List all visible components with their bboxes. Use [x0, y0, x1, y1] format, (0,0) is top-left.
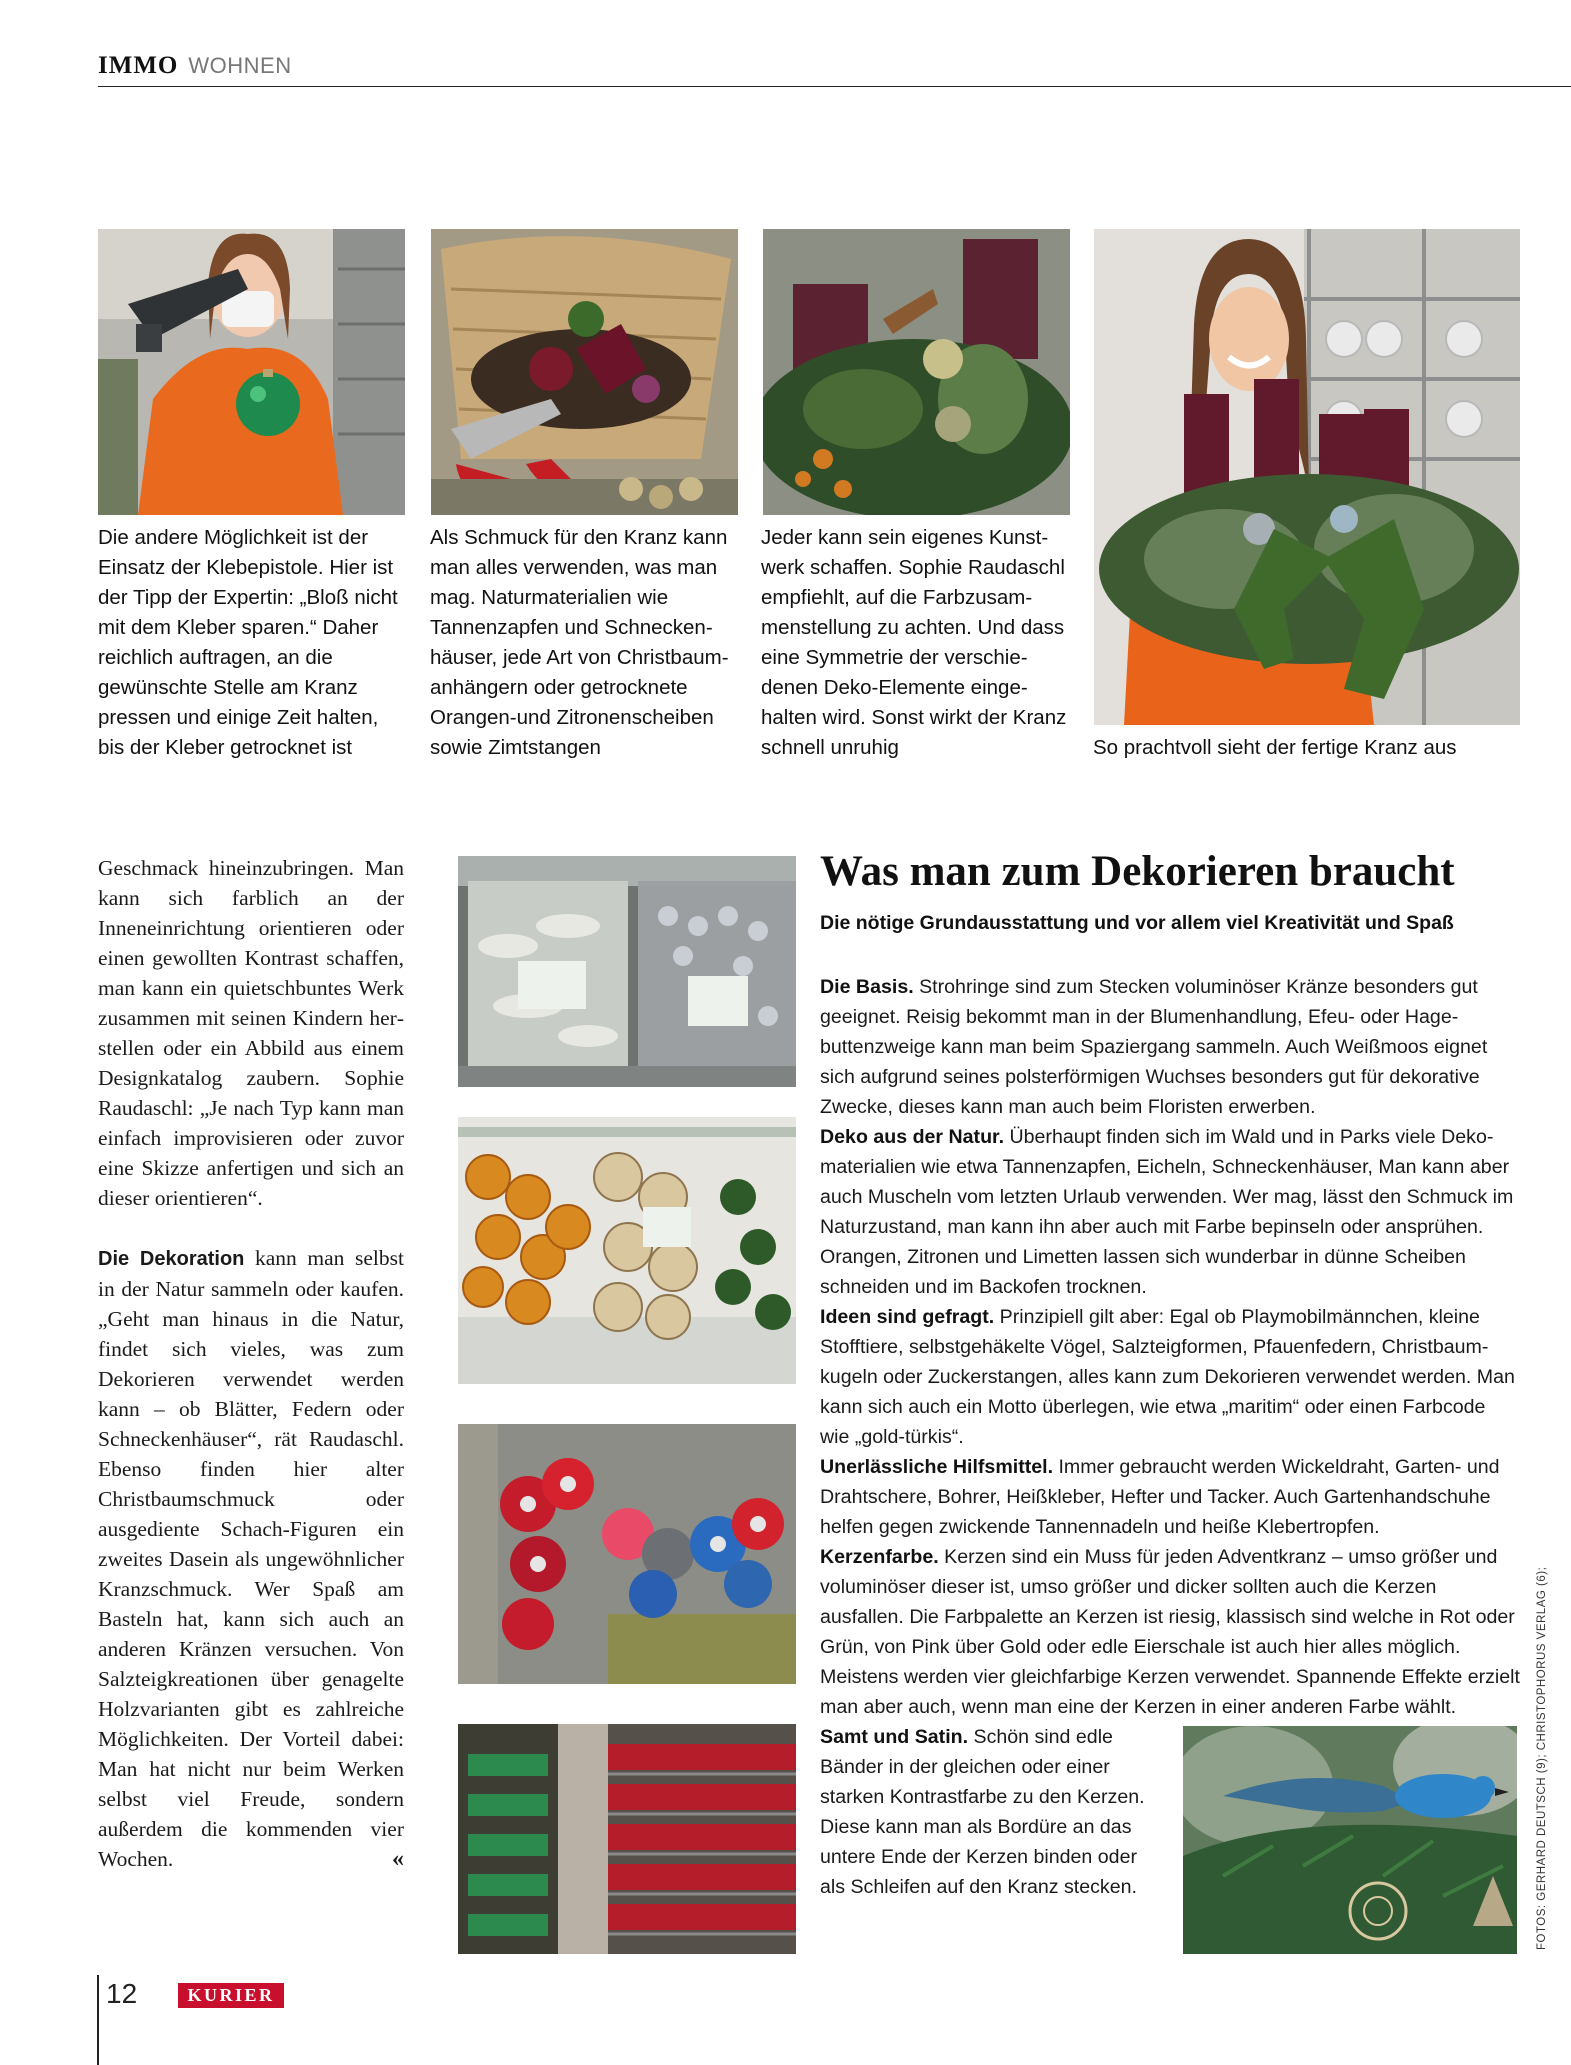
caption-finished-wreath: So prachtvoll sieht der fertige Kranz aus [1093, 736, 1457, 759]
box-section-lead: Unerlässliche Hilfsmittel. [820, 1456, 1054, 1478]
box-section-lead: Die Basis. [820, 976, 914, 998]
section-label: IMMO [98, 52, 179, 79]
box-title: Was man zum Dekorieren braucht [820, 848, 1455, 895]
photo-bird-ornament [1183, 1726, 1517, 1954]
box-section-lead: Kerzenfarbe. [820, 1546, 939, 1568]
photo-wreath-detail [763, 229, 1070, 515]
footer-rule [97, 1975, 99, 2065]
caption-wreath-detail: Jeder kann sein eigenes Kunstwerk schaffen. Sophie Raudaschl empfiehlt, auf die Farbzusammenstellung zu achten. Und dass eine Symmetrie der verschiedenen Deko-Elemente eingehalten wird. Sonst wirkt der Kranz schnell unruhig [761, 526, 1067, 759]
box-section-lead: Deko aus der Natur. [820, 1126, 1005, 1148]
box-section-text: Prinzipiell gilt aber: Egal ob Playmobilmännchen, kleine Stofftiere, selbstgehäkelte Vögel, Salzteigformen, Pfauenfedern, Christbaumkugeln oder Zuckerstangen, alles kann zum Dekorieren verwendet werden. Man kann sich auch ein Motto überlegen, wie etwa „maritim“ oder einen Farbcode wie „gold-türkis“. [820, 1306, 1515, 1448]
box-section [820, 972, 1520, 1122]
body-paragraph: Geschmack hineinzubringen. Man kann sich farblich an der Inneneinrichtung orientieren oder einen gewollten Kontrast schaffen, man kann ein quietschbuntes Werk zusammen mit seinen Kindern herstellen oder ein Abbild aus einem Designkatalog zaubern. Sophie Raudaschl: „Je nach Typ kann man einfach improvisieren oder zuvor eine Skizze anfertigen und sich an dieser orientieren“. [98, 856, 404, 1210]
box-section-text: Schön sind edle Bänder in der gleichen oder einer starken Kontrastfarbe zu den Kerzen. Diese kann man als Bordüre an das untere Ende der Kerzen binden oder als Schleifen auf den Kranz stecken. [820, 1726, 1145, 1898]
box-section-lead: Samt und Satin. [820, 1726, 969, 1748]
end-mark: « [392, 1846, 404, 1872]
photo-dried-fruit-slices [458, 1117, 796, 1384]
box-section-lead: Ideen sind gefragt. [820, 1306, 995, 1328]
box-subtitle: Die nötige Grundausstattung und vor allem viel Kreativität und Spaß [820, 912, 1454, 934]
photo-credit: FOTOS: GERHARD DEUTSCH (9); CHRISTOPHORUS VERLAG (6); [1536, 1566, 1548, 1950]
photo-ribbon-spools [458, 1424, 796, 1684]
box-section [820, 1542, 1520, 1722]
box-section-text: Strohringe sind zum Stecken voluminöser Kränze besonders gut geeignet. Reisig bekommt man in der Blumenhandlung, Efeu- oder Hagebuttenzweige kann man beim Spaziergang sammeln. Auch Weißmoos eignet sich aufgrund seines polsterförmigen Wuchses besonders gut für dekorative Zwecke, dieses kann man auch beim Floristen erwerben. [820, 976, 1488, 1118]
box-section [820, 1722, 1150, 1902]
box-section-text: Kerzen sind ein Muss für jeden Adventkranz – umso größer und voluminöser dieser ist, umso größer und dicker sollten auch die Kerzen ausfallen. Die Farbpalette an Kerzen ist riesig, klassisch sind welche in Rot oder Grün, von Pink über Gold oder edle Eierschale ist auch hier alles möglich. Meistens werden vier gleichfarbige Kerzen verwendet. Spannende Effekte erzielt man aber auch, wenn man eine der Kerzen in einer anderen Farbe wählt. [820, 1546, 1520, 1718]
photo-decoration-basket [431, 229, 738, 515]
article-body [98, 853, 404, 1874]
caption-glue-gun: Die andere Möglichkeit ist der Einsatz der Klebepistole. Hier ist der Tipp der Expertin: „Bloß nicht mit dem Kleber sparen.“ Daher reichlich auftragen, an die gewünschte Stelle am Kranz pressen und einige Zeit halten, bis der Kleber getrocknet ist [98, 526, 398, 759]
kurier-logo: KURIER [178, 1983, 284, 2008]
caption-decoration-basket: Als Schmuck für den Kranz kann man alles verwenden, was man mag. Naturmaterialien wie Tannenzapfen und Schneckenhäuser, jede Art von Christbaumanhängern oder getrocknete Orangen-und Zitronenscheiben sowie Zimtstangen [430, 526, 729, 759]
photo-glue-gun [98, 229, 405, 515]
body-lead: Die Dekoration [98, 1248, 245, 1270]
subsection-label: WOHNEN [188, 53, 292, 78]
page-number: 12 [106, 1978, 138, 2009]
box-section [820, 1122, 1520, 1302]
photo-dried-decor-boxes [458, 856, 796, 1087]
body-text: kann man selbst in der Natur sammeln oder kaufen. „Geht man hinaus in die Natur, findet sich vieles, was zum Dekorieren verwendet werden kann – ob Blätter, Federn oder Schneckenhäuser“, rät Raudaschl. Ebenso finden hier alter Christbaumschmuck oder ausgediente Schach-Figuren ein zweites Dasein als ungewöhnlicher Kranzschmuck. Wer Spaß am Basteln hat, kann sich auch an anderen Kränzen versuchen. Von Salzteigkreationen über genagelte Holzvarianten gibt es zahlreiche Möglichkeiten. Der Vorteil dabei: Man hat nicht nur beim Werken selbst viel Freude, sondern außerdem die kommenden vier Wochen. [98, 1246, 404, 1871]
photo-candle-shelves [458, 1724, 796, 1954]
box-section [820, 1302, 1520, 1452]
body-paragraph [98, 1243, 404, 1874]
page-header [98, 52, 1571, 87]
box-section [820, 1452, 1520, 1542]
box-section-text: Überhaupt finden sich im Wald und in Parks viele Dekomaterialien wie etwa Tannenzapfen, Eicheln, Schneckenhäuser, Man kann aber auch Muscheln vom letzten Urlaub verwenden. Wer mag, lässt den Schmuck im Naturzustand, man kann ihn aber auch mit Farbe bepinseln oder ansprühen. Orangen, Zitronen und Limetten lassen sich wunderbar in dünne Scheiben schneiden und im Backofen trocknen. [820, 1126, 1514, 1298]
photo-finished-wreath [1094, 229, 1520, 725]
box-section-text: Immer gebraucht werden Wickeldraht, Garten- und Drahtschere, Bohrer, Heißkleber, Hefter und Tacker. Auch Gartenhandschuhe helfen gegen zwickende Tannennadeln und heiße Klebertropfen. [820, 1456, 1500, 1538]
